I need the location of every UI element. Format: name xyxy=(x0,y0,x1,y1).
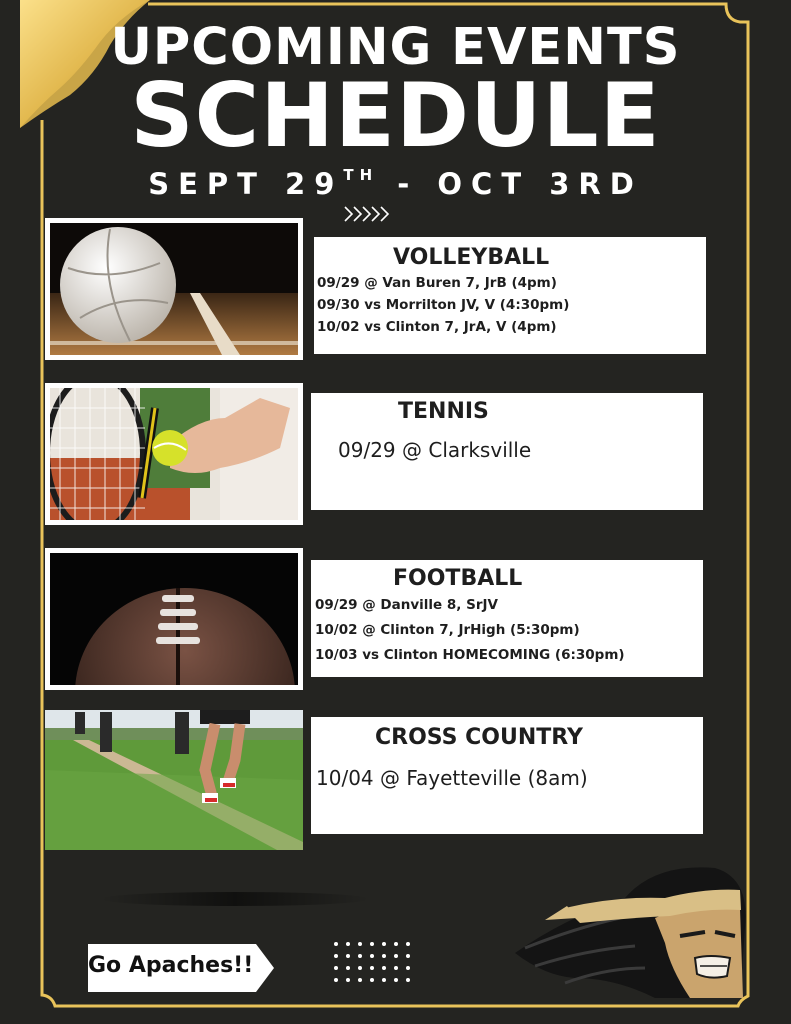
title-upcoming-events: UPCOMING EVENTS xyxy=(110,18,681,77)
date-start: SEPT 29 xyxy=(148,167,344,201)
football-title: FOOTBALL xyxy=(393,566,523,591)
tennis-event-1: 09/29 @ Clarksville xyxy=(338,438,532,462)
date-suffix: TH xyxy=(343,166,379,184)
volleyball-photo xyxy=(45,218,303,360)
volleyball-event-3: 10/02 vs Clinton 7, JrA, V (4pm) xyxy=(317,319,557,335)
football-event-3: 10/03 vs Clinton HOMECOMING (6:30pm) xyxy=(315,647,625,663)
divider-shadow xyxy=(100,884,370,914)
apache-mascot-icon xyxy=(505,858,755,1008)
dots-icon xyxy=(332,940,422,986)
cross-country-event-1: 10/04 @ Fayetteville (8am) xyxy=(316,766,588,790)
cross-country-card xyxy=(311,717,703,834)
runner-icon xyxy=(45,710,303,850)
volleyball-title: VOLLEYBALL xyxy=(393,245,550,270)
cross-country-title: CROSS COUNTRY xyxy=(375,725,583,750)
date-range xyxy=(0,166,791,201)
date-end: - OCT 3RD xyxy=(378,167,643,201)
tennis-title: TENNIS xyxy=(398,399,489,424)
go-apaches-label: Go Apaches!! xyxy=(88,953,254,978)
football-icon xyxy=(50,553,298,685)
football-event-2: 10/02 @ Clinton 7, JrHigh (5:30pm) xyxy=(315,622,580,638)
tennis-racket-icon xyxy=(50,388,298,520)
title-schedule: SCHEDULE xyxy=(130,64,661,167)
cross-country-photo xyxy=(45,710,303,850)
football-card xyxy=(311,560,703,677)
tennis-photo xyxy=(45,383,303,525)
volleyball-card xyxy=(314,237,706,354)
tennis-card xyxy=(311,393,703,510)
volleyball-icon xyxy=(50,223,298,355)
chevrons-icon xyxy=(343,205,393,223)
football-event-1: 09/29 @ Danville 8, SrJV xyxy=(315,597,498,613)
volleyball-event-1: 09/29 @ Van Buren 7, JrB (4pm) xyxy=(317,275,557,291)
volleyball-event-2: 09/30 vs Morrilton JV, V (4:30pm) xyxy=(317,297,570,313)
go-apaches-tag xyxy=(88,944,274,992)
football-photo xyxy=(45,548,303,690)
